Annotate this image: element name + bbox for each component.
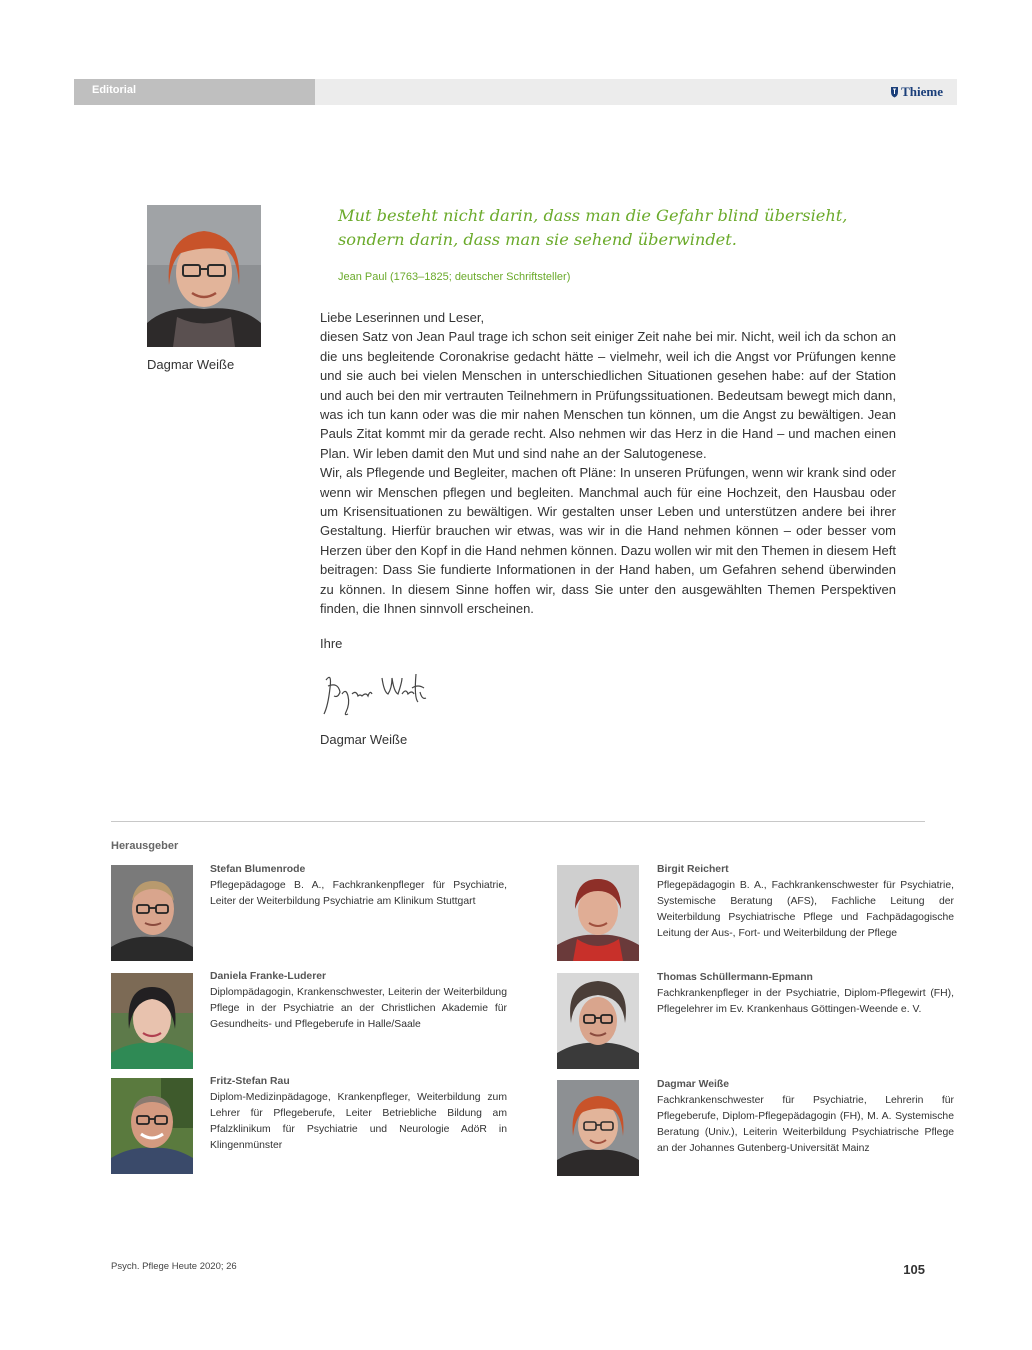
editor-entry (210, 862, 507, 910)
editors-heading: Herausgeber (111, 840, 179, 852)
author-caption: Dagmar Weiße (147, 357, 235, 372)
editor-name: Stefan Blumenrode (210, 864, 306, 875)
letter-paragraph: Wir, als Pflegende und Begleiter, machen oft Pläne: In unseren Prüfungen, wenn wir krank sind oder wenn wir Menschen pflegen und begleiten. Manchmal auch für eine Hochzeit, den Hausbau oder um Krisensituationen zu bewältigen. Wir gestalten unser Leben und unterstützen andere bei ihrer Gestaltung. Hierfür brauchen wir etwas, was wir in die Hand nehmen können – oder besser vom Herzen über den Kopf in die Hand nehmen können. Dazu wollen wir mit den Themen in diesem Heft beitragen: Dass Sie fundierte Informationen in der Hand haben, um Gefahren sehend überwinden zu können. In diesem Sinne hoffen wir, dass Sie unter den ausgewählten Themen Perspektiven finden, die Ihnen sinnvoll erscheinen. (320, 465, 896, 617)
editor-photo (111, 1078, 193, 1174)
editor-photo (111, 973, 193, 1069)
brand-name: Thieme (901, 84, 943, 99)
signed-name: Dagmar Weiße (320, 732, 408, 747)
editor-entry (210, 1074, 507, 1154)
epigraph-quote (338, 204, 898, 252)
editor-photo (557, 973, 639, 1069)
editor-name: Thomas Schüllermann-Epmann (657, 972, 813, 983)
editor-description: Diplom-Medizinpädagoge, Krankenpfleger, Weiterbildung zum Lehrer für Pflegeberufe, Leiter Betriebliche Bildung am Pfalzklinikum für Psychiatrie und Neurologie AdöR in Klingenmünster (210, 1092, 507, 1151)
editor-photo (111, 865, 193, 961)
editor-name: Daniela Franke-Luderer (210, 971, 327, 982)
editor-entry (657, 1077, 954, 1157)
editor-description: Diplompädagogin, Krankenschwester, Leiterin der Weiterbildung Pflege in der Psychiatrie an der Christlichen Akademie für Gesundheits- und Pflegeberufe in Halle/Saale (210, 987, 507, 1030)
quote-source: Jean Paul (1763–1825; deutscher Schriftsteller) (338, 271, 571, 283)
page-number: 105 (903, 1262, 925, 1277)
section-divider (111, 821, 925, 822)
handwritten-signature (318, 668, 428, 724)
editor-entry (657, 862, 954, 942)
editor-name: Dagmar Weiße (657, 1079, 729, 1090)
thieme-logo-icon (890, 86, 899, 98)
editor-entry (210, 969, 507, 1033)
editor-name: Fritz-Stefan Rau (210, 1076, 290, 1087)
section-label: Editorial (92, 84, 137, 96)
editor-entry (657, 970, 954, 1018)
letter-paragraph: diesen Satz von Jean Paul trage ich schon seit einiger Zeit nahe bei mir. Nicht, weil ich da schon an die uns begleitende Coronakrise gedacht hätte – vielmehr, weil ich die Angst vor Prüfungen kenne und sie auch bei vielen Menschen in unterschiedlichen Situationen gesehen habe: auf der Station und auch bei den mir vertrauten Teilnehmern in Prüfungssituationen. Bedeutsam bewegt mich dann, was ich tun kann oder was die mir nahen Menschen tun können, um die Angst zu bewältigen. Jean Pauls Zitat kommt mir da gerade recht. Also nehmen wir das Herz in die Hand – und machen einen Plan. Wir leben damit den Mut und sind nahe an der Salutogenese. (320, 329, 896, 461)
editor-description: Fachkrankenschwester für Psychiatrie, Lehrerin für Pflegeberufe, Diplom-Pflegepädagogin (FH), M. A. Systemische Beratung (Univ.), Leiterin Weiterbildung Psychiatrische Pflege an der Johannes Gutenberg-Universität Mainz (657, 1095, 954, 1154)
quote-line-2: sondern darin, dass man sie sehend überwindet. (338, 230, 737, 249)
publisher-logo (890, 84, 943, 100)
editor-description: Fachkrankenpfleger in der Psychiatrie, Diplom-Pflegewirt (FH), Pflegelehrer im Ev. Krankenhaus Göttingen-Weende e. V. (657, 988, 954, 1015)
editorial-letter (320, 308, 896, 619)
journal-citation: Psych. Pflege Heute 2020; 26 (111, 1261, 237, 1272)
salutation: Liebe Leserinnen und Leser, (320, 310, 485, 325)
editor-description: Pflegepädagoge B. A., Fachkrankenpfleger für Psychiatrie, Leiter der Weiterbildung Psychiatrie am Klinikum Stuttgart (210, 880, 507, 907)
letter-closing: Ihre (320, 636, 343, 651)
section-tab (74, 79, 315, 105)
quote-line-1: Mut besteht nicht darin, dass man die Gefahr blind übersieht, (338, 206, 848, 225)
editor-description: Pflegepädagogin B. A., Fachkrankenschwester für Psychiatrie, Systemische Beratung (AFS), Fachliche Leitung der Weiterbildung Psychiatrische Pflege und Fachpädagogische Leitung der Aus-, Fort- und Weiterbildung der Pflege (657, 880, 954, 939)
editor-photo (557, 1080, 639, 1176)
signature-text: Dagmar Weiße (318, 668, 325, 669)
author-portrait (147, 205, 261, 347)
editor-name: Birgit Reichert (657, 864, 729, 875)
editor-photo (557, 865, 639, 961)
header-bar (74, 79, 957, 105)
